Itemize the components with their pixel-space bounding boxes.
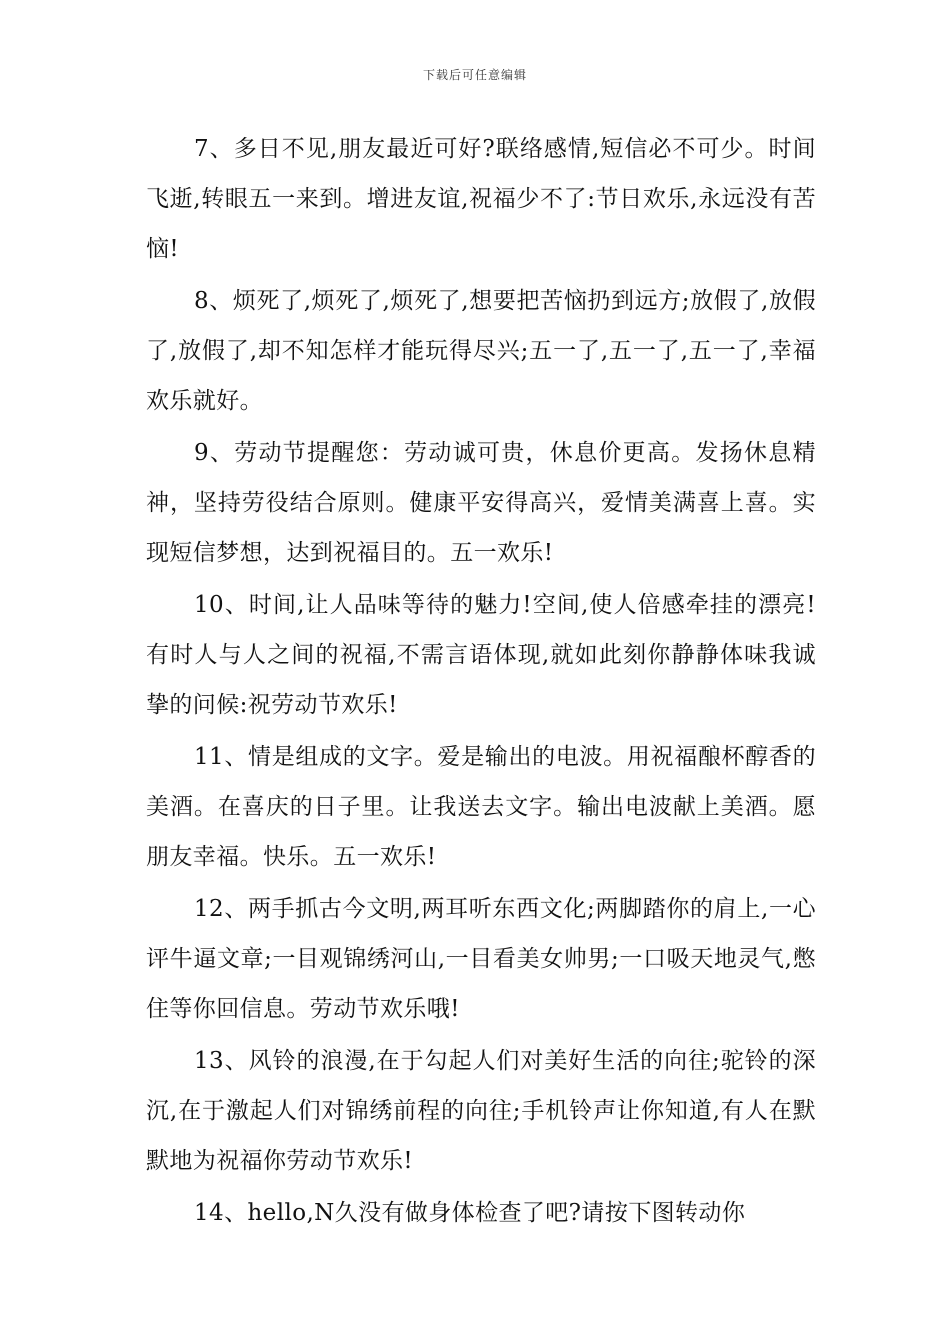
paragraph-12: 12、两手抓古今文明,两耳听东西文化;两脚踏你的肩上,一心评牛逼文章;一目观锦绣河山,一目看美女帅男;一口吸天地灵气,憋住等你回信息。劳动节欢乐哦! [146, 896, 816, 1022]
paragraph-11: 11、情是组成的文字。爱是输出的电波。用祝福酿杯醇香的美酒。在喜庆的日子里。让我送去文字。输出电波献上美酒。愿朋友幸福。快乐。五一欢乐! [146, 744, 816, 870]
paragraph-9: 9、劳动节提醒您：劳动诚可贵，休息价更高。发扬休息精神，坚持劳役结合原则。健康平安得高兴，爱情美满喜上喜。实现短信梦想，达到祝福目的。五一欢乐! [146, 440, 816, 566]
document-body [146, 124, 816, 1240]
page-header: 下载后可任意编辑 [422, 68, 527, 82]
paragraph-10: 10、时间,让人品味等待的魅力!空间,使人倍感牵挂的漂亮!有时人与人之间的祝福,不需言语体现,就如此刻你静静体味我诚挚的问候:祝劳动节欢乐! [146, 592, 816, 718]
paragraph-7: 7、多日不见,朋友最近可好?联络感情,短信必不可少。时间飞逝,转眼五一来到。增进友谊,祝福少不了:节日欢乐,永远没有苦恼! [146, 136, 816, 262]
paragraph-13: 13、风铃的浪漫,在于勾起人们对美好生活的向往;驼铃的深沉,在于激起人们对锦绣前程的向往;手机铃声让你知道,有人在默默地为祝福你劳动节欢乐! [146, 1048, 816, 1174]
paragraph-8: 8、烦死了,烦死了,烦死了,想要把苦恼扔到远方;放假了,放假了,放假了,却不知怎样才能玩得尽兴;五一了,五一了,五一了,幸福欢乐就好。 [146, 288, 816, 414]
paragraph-14: 14、hello,N久没有做身体检查了吧?请按下图转动你 [194, 1200, 746, 1226]
